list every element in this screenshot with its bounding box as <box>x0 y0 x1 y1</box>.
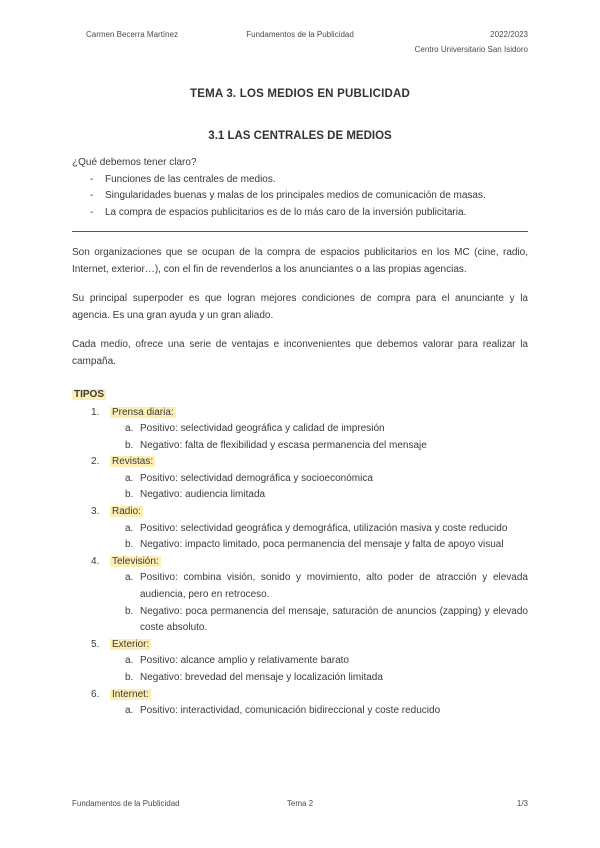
footer-course: Fundamentos de la Publicidad <box>72 799 180 808</box>
subitem-marker: a. <box>125 655 134 667</box>
item-label: Internet: <box>112 688 149 700</box>
subitem-text: Positivo: selectividad geográfica y calidad de impresión <box>140 423 385 435</box>
intro-bullet-list <box>72 172 528 222</box>
item-number: 4. <box>91 555 100 567</box>
subitem-marker: b. <box>125 672 134 683</box>
item-number: 6. <box>91 688 100 700</box>
subitem-text: Negativo: audiencia limitada <box>140 489 266 501</box>
bullet-text: La compra de espacios publicitarios es de lo más caro de la inversión publicitaria. <box>105 206 467 218</box>
subitem-text: Positivo: alcance amplio y relativamente barato <box>140 655 349 667</box>
item-label: Prensa diaria: <box>112 406 174 418</box>
item-label: Televisión: <box>112 555 159 567</box>
list-subitem <box>72 670 528 687</box>
list-subitem <box>72 703 528 720</box>
list-subitem <box>72 438 528 455</box>
subitem-marker: b. <box>125 489 134 501</box>
subitem-text: Negativo: poca permanencia del mensaje, saturación de anuncios (zapping) y elevado coste absoluto. <box>140 605 528 634</box>
footer-page-number: 1/3 <box>516 799 528 808</box>
list-subitem <box>72 487 528 504</box>
paragraph: Cada medio, ofrece una serie de ventajas e inconvenientes que debemos valorar para realizar la campaña. <box>72 339 528 367</box>
item-label-wrap <box>110 504 143 521</box>
item-label-wrap <box>110 405 176 422</box>
item-label-wrap <box>110 554 161 571</box>
bullet-marker: - <box>90 206 94 218</box>
subitem-text: Negativo: falta de flexibilidad y escasa permanencia del mensaje <box>140 439 427 451</box>
subitem-text: Negativo: impacto limitado, poca permanencia del mensaje y falta de apoyo visual <box>140 539 504 551</box>
section-divider <box>72 231 528 232</box>
item-number: 2. <box>91 456 100 468</box>
list-item <box>72 554 528 571</box>
list-item <box>72 188 528 205</box>
item-label-wrap <box>110 454 155 471</box>
tipos-heading-text: TIPOS <box>74 389 105 400</box>
tipos-list <box>72 405 528 720</box>
subitem-marker: b. <box>125 539 134 551</box>
list-item <box>72 504 528 521</box>
subitem-marker: b. <box>125 439 134 451</box>
page-header <box>0 0 600 54</box>
list-subitem <box>72 653 528 670</box>
list-subitem <box>72 471 528 488</box>
document-title: TEMA 3. LOS MEDIOS EN PUBLICIDAD <box>189 88 410 100</box>
subitem-marker: a. <box>125 572 134 584</box>
subitem-text: Positivo: combina visión, sonido y movimiento, alto poder de atracción y elevada audiencia, pero en retroceso. <box>140 572 528 601</box>
list-item <box>72 687 528 704</box>
list-subitem <box>72 570 528 603</box>
header-author: Carmen Becerra Martínez <box>86 30 179 39</box>
bullet-text: Singularidades buenas y malas de los principales medios de comunicación de masas. <box>105 190 486 201</box>
subitem-text: Positivo: selectividad geográfica y demográfica, utilización masiva y coste reducido <box>140 522 508 534</box>
bullet-marker: - <box>90 190 94 201</box>
header-year: 2022/2023 <box>490 30 528 39</box>
subitem-marker: a. <box>125 423 134 435</box>
list-item <box>72 172 528 189</box>
header-institution: Centro Universitario San Isidoro <box>414 45 528 54</box>
tipos-heading <box>72 387 528 404</box>
item-label: Exterior: <box>112 638 150 650</box>
footer-section: Tema 2 <box>286 799 314 808</box>
list-item <box>72 405 528 422</box>
paragraph: Su principal superpoder es que logran mejores condiciones de compra para el anunciante y la agencia. Es una gran ayuda y un gran aliado. <box>72 293 528 321</box>
header-line <box>72 30 528 41</box>
bullet-text: Funciones de las centrales de medios. <box>105 173 276 185</box>
bullet-marker: - <box>90 173 94 185</box>
item-label-wrap <box>110 637 151 654</box>
document-content <box>0 88 600 720</box>
subitem-text: Positivo: selectividad demográfica y socioeconómica <box>140 472 373 484</box>
intro-question: ¿Qué debemos tener claro? <box>72 157 197 168</box>
section-title: 3.1 LAS CENTRALES DE MEDIOS <box>208 130 392 142</box>
list-subitem <box>72 521 528 538</box>
item-number: 1. <box>91 406 100 418</box>
list-item <box>72 637 528 654</box>
page-footer <box>72 799 528 810</box>
subitem-marker: a. <box>125 522 134 534</box>
subitem-marker: a. <box>125 472 134 484</box>
subitem-text: Positivo: interactividad, comunicación bidireccional y coste reducido <box>140 705 441 717</box>
subitem-marker: a. <box>125 705 134 717</box>
header-course: Fundamentos de la Publicidad <box>246 30 354 39</box>
item-number: 3. <box>91 506 100 518</box>
subitem-text: Negativo: brevedad del mensaje y localización limitada <box>140 672 383 683</box>
list-subitem <box>72 537 528 554</box>
paragraph: Son organizaciones que se ocupan de la compra de espacios publicitarios en los MC (cine, radio, Internet, exterior…), con el fin de revenderlos a los anunciantes o a las propias agencias. <box>72 247 528 275</box>
item-number: 5. <box>91 638 100 650</box>
list-subitem <box>72 421 528 438</box>
item-label: Revistas: <box>112 456 154 468</box>
list-item <box>72 205 528 222</box>
list-subitem <box>72 604 528 637</box>
item-label-wrap <box>110 687 151 704</box>
subitem-marker: b. <box>125 605 134 617</box>
list-item <box>72 454 528 471</box>
item-label: Radio: <box>112 506 141 518</box>
